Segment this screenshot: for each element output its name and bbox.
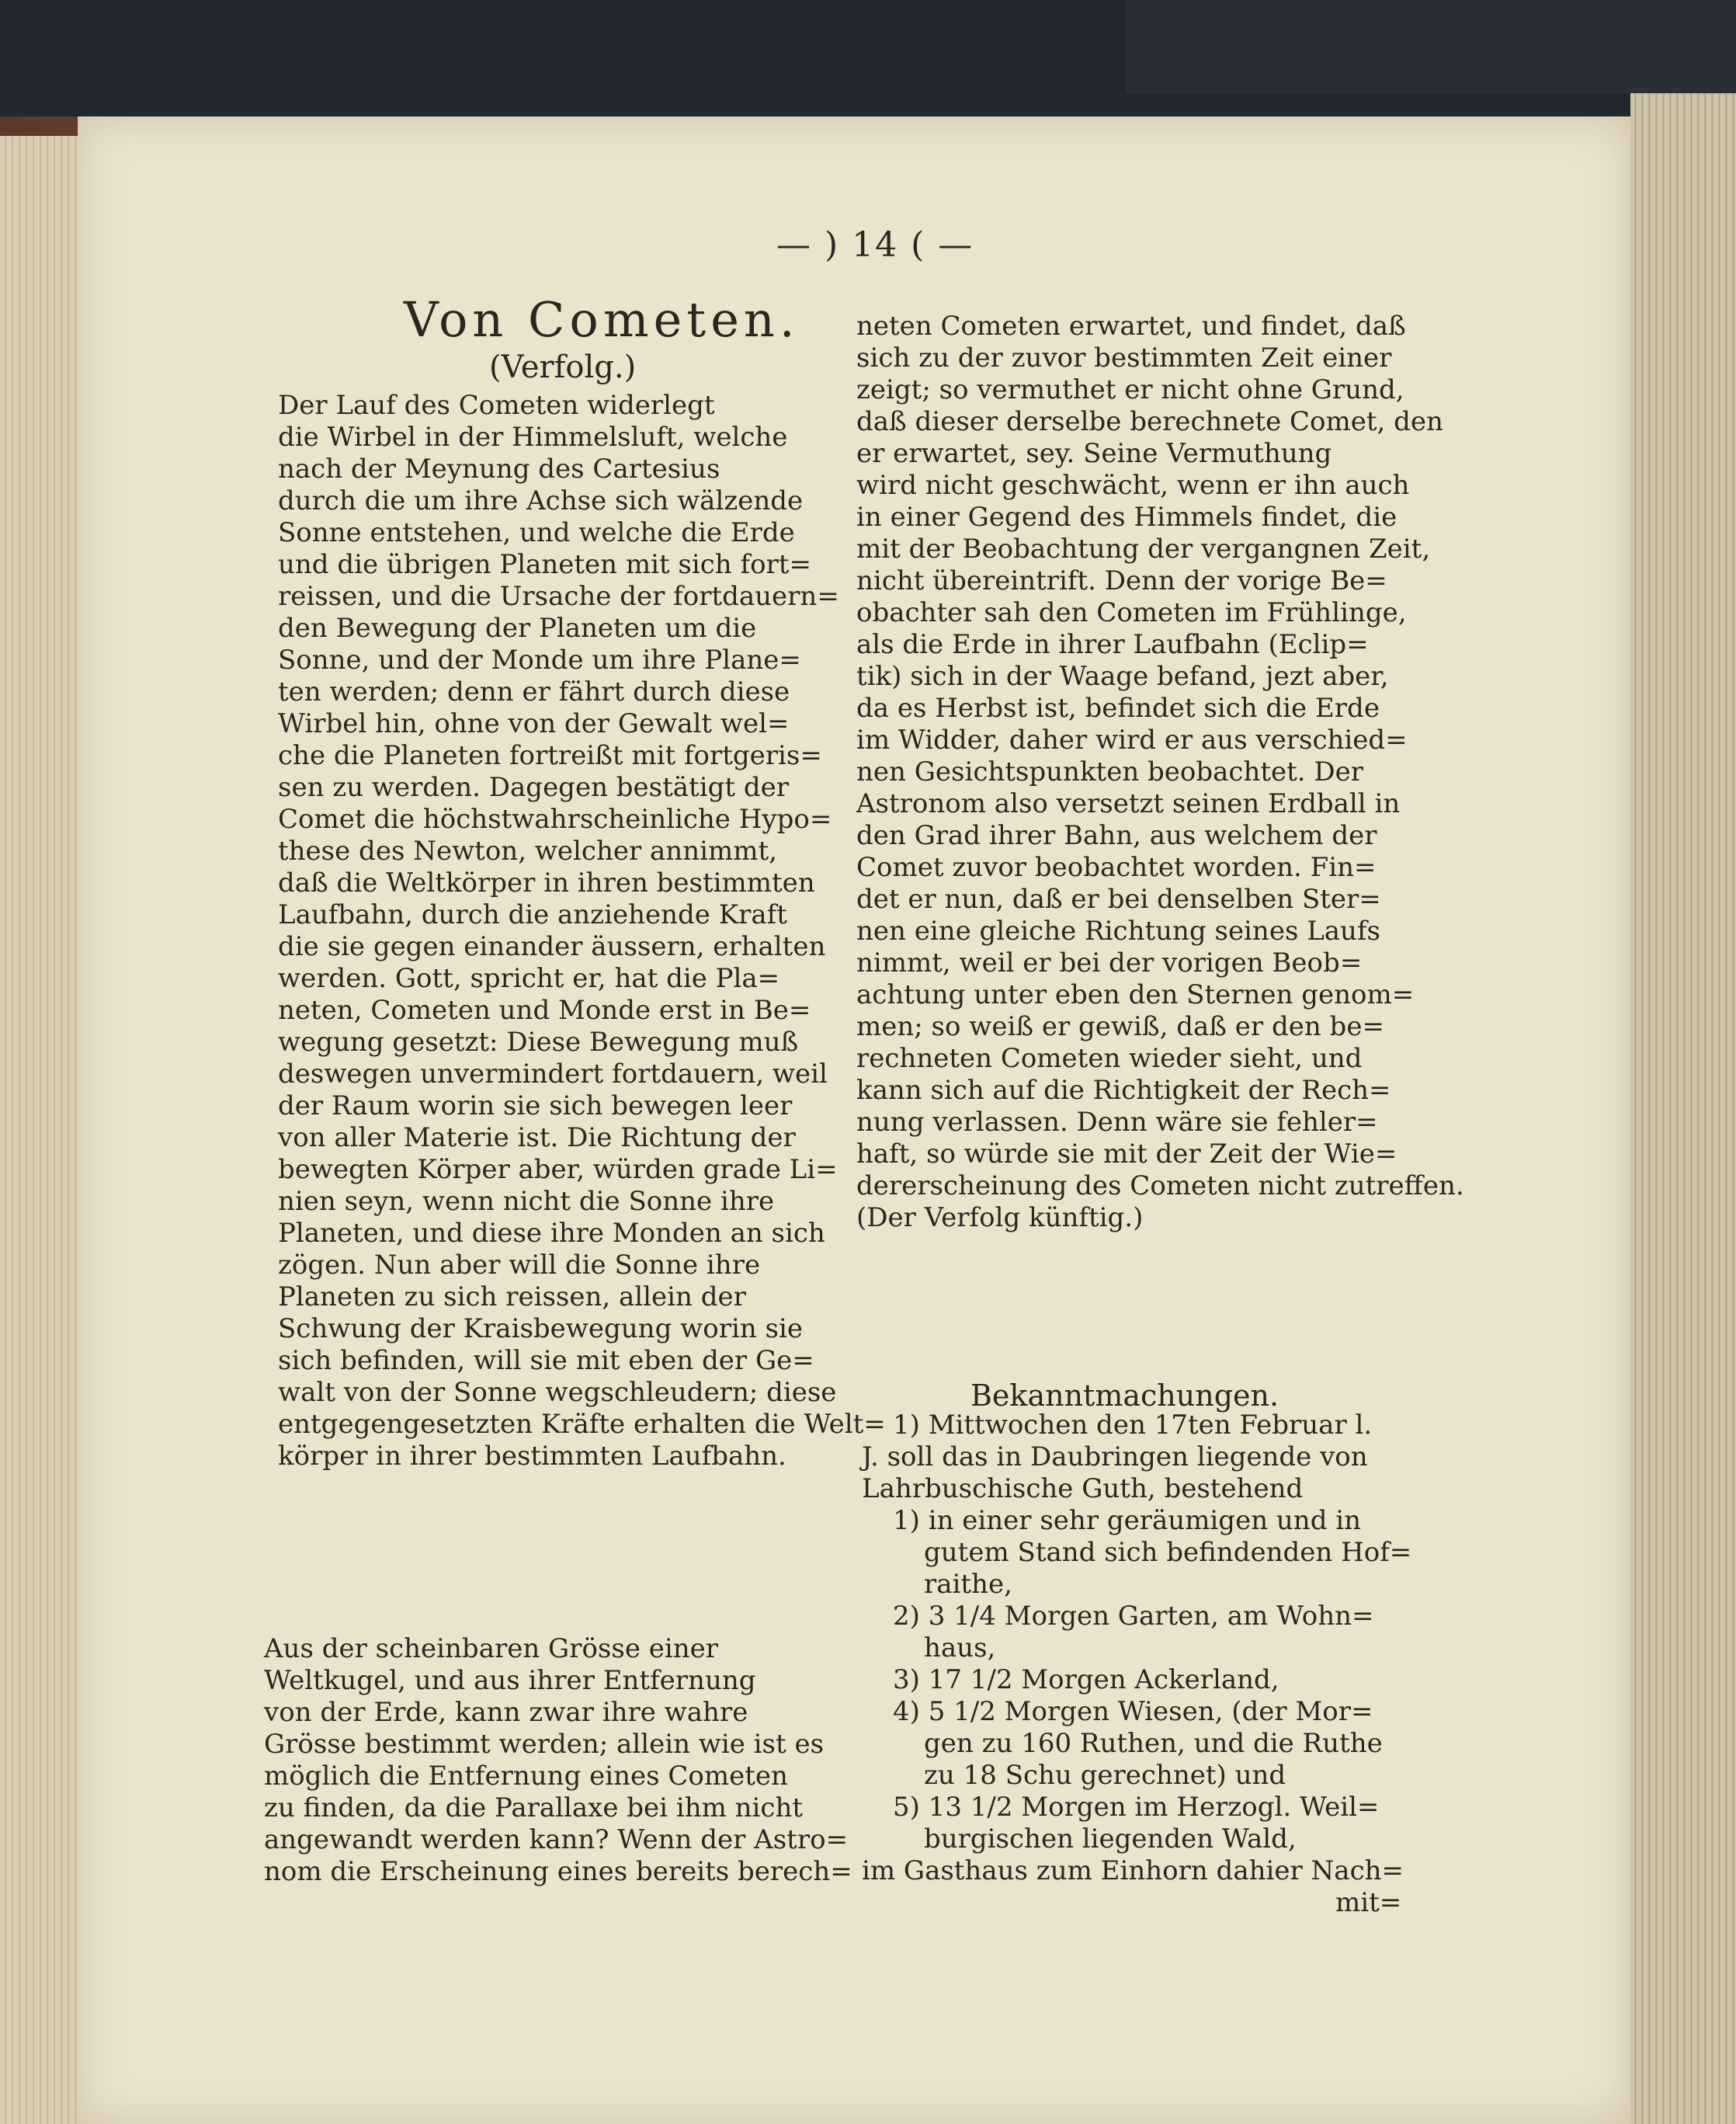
text-line: Laufbahn, durch die anziehende Kraft [278, 899, 787, 930]
text-line: deswegen unvermindert fortdauern, weil [278, 1059, 828, 1090]
text-line: Grösse bestimmt werden; allein wie ist es [264, 1729, 825, 1760]
text-line: Weltkugel, und aus ihrer Entfernung [264, 1665, 756, 1696]
notice-line: 2) 3 1/4 Morgen Garten, am Wohn= [893, 1601, 1374, 1632]
text-line: wegung gesetzt: Diese Bewegung muß [278, 1027, 799, 1058]
text-line: sich befinden, will sie mit eben der Ge= [278, 1345, 814, 1376]
text-line: men; so weiß er gewiß, daß er den be= [856, 1011, 1384, 1042]
text-line: den Bewegung der Planeten um die [278, 613, 757, 644]
text-line: in einer Gegend des Himmels findet, die [856, 502, 1397, 533]
notice-line: Lahrbuschische Guth, bestehend [862, 1473, 1304, 1504]
text-line: mit der Beobachtung der vergangnen Zeit, [856, 534, 1431, 565]
text-line: walt von der Sonne wegschleudern; diese [278, 1377, 837, 1408]
text-line: werden. Gott, spricht er, hat die Pla= [278, 963, 780, 994]
text-line: neten, Cometen und Monde erst in Be= [278, 995, 811, 1026]
text-line: die Wirbel in der Himmelsluft, welche [278, 422, 788, 453]
text-line: kann sich auf die Richtigkeit der Rech= [856, 1075, 1391, 1106]
text-line: körper in ihrer bestimmten Laufbahn. [278, 1441, 786, 1472]
text-line: von der Erde, kann zwar ihre wahre [264, 1697, 748, 1728]
notice-line: im Gasthaus zum Einhorn dahier Nach= [862, 1855, 1404, 1886]
left-column [278, 390, 930, 1472]
text-line: Astronom also versetzt seinen Erdball in [856, 788, 1401, 819]
text-line: nen Gesichtspunkten beobachtet. Der [856, 756, 1364, 787]
book-page [78, 116, 1630, 2124]
text-line: nen eine gleiche Richtung seines Laufs [856, 916, 1380, 947]
text-line: nung verlassen. Denn wäre sie fehler= [856, 1107, 1378, 1138]
notice-line: 3) 17 1/2 Morgen Ackerland, [893, 1664, 1279, 1695]
text-line: tik) sich in der Waage befand, jezt aber, [856, 661, 1389, 692]
notice-line: 1) in einer sehr geräumigen und in [893, 1505, 1362, 1536]
text-line: Comet die höchstwahrscheinliche Hypo= [278, 804, 832, 835]
notice-line: raithe, [924, 1569, 1012, 1600]
notice-line: 4) 5 1/2 Morgen Wiesen, (der Mor= [893, 1696, 1373, 1727]
text-line: durch die um ihre Achse sich wälzende [278, 485, 804, 516]
text-line: die sie gegen einander äussern, erhalten [278, 931, 826, 962]
text-line: zu finden, da die Parallaxe bei ihm nicht [264, 1792, 804, 1823]
notices-list [862, 1410, 1522, 1887]
notice-line: 1) Mittwochen den 17ten Februar l. [893, 1410, 1373, 1441]
text-line: zögen. Nun aber will die Sonne ihre [278, 1250, 761, 1281]
text-line: nom die Erscheinung eines bereits berech= [264, 1856, 852, 1887]
text-line: these des Newton, welcher annimmt, [278, 836, 777, 867]
scanner-background [1126, 0, 1736, 93]
page-number: — ) 14 ( — [776, 225, 974, 265]
text-line: che die Planeten fortreißt mit fortgeris= [278, 740, 822, 771]
text-line: rechneten Cometen wieder sieht, und [856, 1043, 1363, 1074]
article-subtitle: (Verfolg.) [489, 349, 637, 385]
text-line: als die Erde in ihrer Laufbahn (Eclip= [856, 629, 1369, 660]
text-line: det er nun, daß er bei denselben Ster= [856, 884, 1381, 915]
notice-line: gen zu 160 Ruthen, und die Ruthe [924, 1728, 1383, 1759]
notice-line: J. soll das in Daubringen liegende von [862, 1441, 1368, 1472]
text-line: Planeten, und diese ihre Monden an sich [278, 1218, 825, 1249]
text-line: ten werden; denn er fährt durch diese [278, 676, 790, 707]
text-line: und die übrigen Planeten mit sich fort= [278, 549, 811, 580]
notice-line: haus, [924, 1632, 996, 1663]
text-line: reissen, und die Ursache der fortdauern= [278, 581, 839, 612]
text-line: (Der Verfolg künftig.) [856, 1202, 1144, 1233]
text-line: den Grad ihrer Bahn, aus welchem der [856, 820, 1377, 851]
text-line: im Widder, daher wird er aus verschied= [856, 725, 1408, 756]
text-line: sen zu werden. Dagegen bestätigt der [278, 772, 789, 803]
text-line: da es Herbst ist, befindet sich die Erde [856, 693, 1380, 724]
right-column [856, 311, 1516, 1234]
text-line: entgegengesetzten Kräfte erhalten die Welt= [278, 1409, 886, 1440]
notices-heading: Bekanntmachungen. [970, 1378, 1279, 1413]
catchword: mit= [1335, 1887, 1402, 1918]
text-line: nien seyn, wenn nicht die Sonne ihre [278, 1186, 775, 1217]
text-line: Aus der scheinbaren Grösse einer [264, 1633, 719, 1664]
text-line: zeigt; so vermuthet er nicht ohne Grund, [856, 374, 1404, 405]
text-line: neten Cometen erwartet, und findet, daß [856, 311, 1406, 342]
text-line: Schwung der Kraisbewegung worin sie [278, 1313, 803, 1344]
text-line: obachter sah den Cometen im Frühlinge, [856, 597, 1407, 628]
notice-line: zu 18 Schu gerechnet) und [924, 1760, 1286, 1791]
right-page-edges [1630, 93, 1736, 2124]
text-line: angewandt werden kann? Wenn der Astro= [264, 1824, 849, 1855]
text-line: Der Lauf des Cometen widerlegt [278, 390, 715, 421]
notice-line: gutem Stand sich befindenden Hof= [924, 1537, 1412, 1568]
text-line: möglich die Entfernung eines Cometen [264, 1761, 788, 1792]
text-line: haft, so würde sie mit der Zeit der Wie= [856, 1138, 1397, 1170]
text-line: nicht übereintrift. Denn der vorige Be= [856, 565, 1387, 596]
text-line: wird nicht geschwächt, wenn er ihn auch [856, 470, 1410, 501]
text-line: Planeten zu sich reissen, allein der [278, 1281, 746, 1312]
text-line: Sonne entstehen, und welche die Erde [278, 517, 795, 548]
text-line: daß dieser derselbe berechnete Comet, den [856, 406, 1443, 437]
text-line: Comet zuvor beobachtet worden. Fin= [856, 852, 1377, 883]
text-line: daß die Weltkörper in ihren bestimmten [278, 867, 815, 899]
text-line: Wirbel hin, ohne von der Gewalt wel= [278, 708, 790, 739]
text-line: Sonne, und der Monde um ihre Plane= [278, 645, 801, 676]
text-line: sich zu der zuvor bestimmten Zeit einer [856, 342, 1392, 374]
text-line: er erwartet, sey. Seine Vermuthung [856, 438, 1332, 469]
text-line: nach der Meynung des Cartesius [278, 454, 720, 485]
text-line: der Raum worin sie sich bewegen leer [278, 1090, 793, 1121]
text-line: achtung unter eben den Sternen genom= [856, 979, 1415, 1010]
notice-line: 5) 13 1/2 Morgen im Herzogl. Weil= [893, 1792, 1380, 1823]
article-title: Von Cometen. [404, 291, 800, 348]
text-line: nimmt, weil er bei der vorigen Beob= [856, 947, 1363, 979]
left-column-second-paragraph [264, 1633, 930, 1888]
text-line: von aller Materie ist. Die Richtung der [278, 1122, 796, 1153]
text-line: dererscheinung des Cometen nicht zutreffen. [856, 1170, 1464, 1201]
notice-line: burgischen liegenden Wald, [924, 1823, 1297, 1855]
text-line: bewegten Körper aber, würden grade Li= [278, 1154, 838, 1185]
